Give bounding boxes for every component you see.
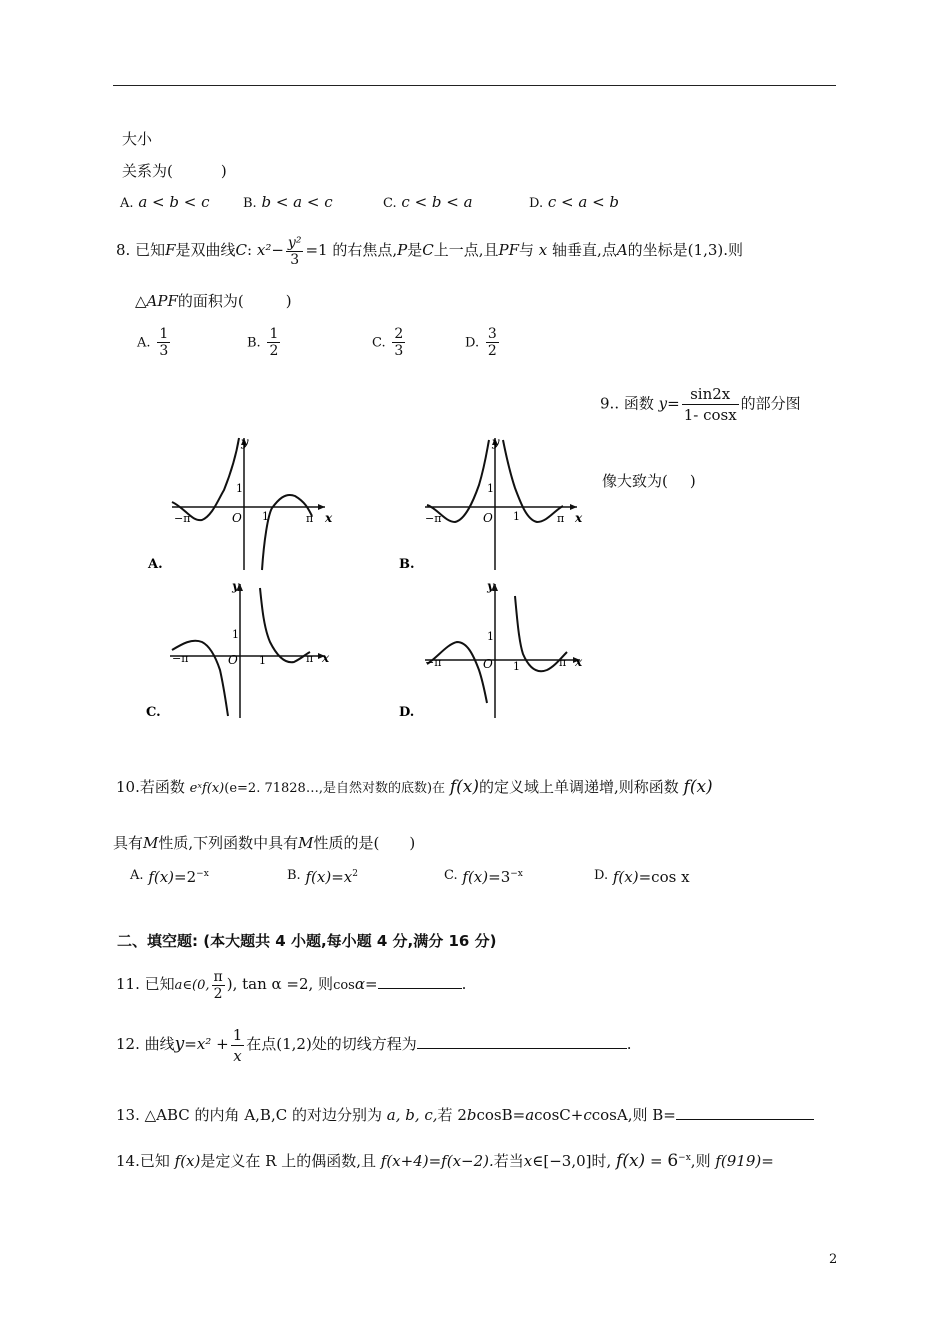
q9-graph-c [140, 578, 340, 723]
q13: 13. △ABC 的内角 A,B,C 的对边分别为 a, b, c,若 2bcosB=acosC+ccosA,则 B= [116, 1104, 814, 1125]
q9-graph-b [395, 430, 595, 575]
graph-a-pi: π [306, 512, 314, 525]
q9-line2: 像大致为( ) [602, 472, 696, 490]
graph-a-one-y: 1 [236, 482, 243, 495]
graph-c-neg-pi: −π [172, 652, 189, 665]
q11: 11. 已知a∈(0, $\frac{\pi}{2}$ ), tan α =2, 则cosα= . [116, 968, 467, 1002]
graph-c-x-label: x [322, 651, 330, 665]
graph-d-pi: π [559, 656, 567, 669]
q8-option-c: C. $\frac{2}{3}$ [372, 326, 404, 359]
q7-line1: 大小 [122, 130, 153, 148]
graph-d-x-label: x [575, 655, 583, 669]
graph-b-y-label: y [492, 435, 499, 449]
q14: 14.已知 f(x)是定义在 R 上的偶函数,且 f(x+4)=f(x−2).若当x∈[−3,0]时, $f(x) = 6^{-x}$,则 f(919)= [116, 1151, 774, 1171]
graph-c-origin: O [228, 653, 238, 667]
graph-a-label: A. [148, 557, 163, 572]
graph-d-one-y: 1 [487, 630, 494, 643]
graph-a-origin: O [232, 511, 242, 525]
graph-b-neg-pi: −π [425, 512, 442, 525]
q12: 12. 曲线y=x² + $\frac{1}{x}$ 在点(1,2)处的切线方程为 . [116, 1025, 632, 1065]
q10-option-a: A. $f(x)=2^{-x}$ [130, 868, 209, 886]
graph-b-one-y: 1 [487, 482, 494, 495]
graph-d-neg-pi: −π [425, 656, 442, 669]
q9-stem: 9.. 函数 y= $\frac{\sin 2x}{1- \cos x}$ 的部分图 [600, 385, 801, 424]
graph-d-one-x: 1 [513, 660, 520, 673]
graph-b-label: B. [399, 557, 415, 572]
graph-c-y-label: y [232, 579, 239, 593]
q7-line2: 关系为( ) [122, 162, 227, 180]
section2-heading: 二、填空题: (本大题共 4 小题,每小题 4 分,满分 16 分) [117, 932, 497, 950]
graph-b-pi: π [557, 512, 565, 525]
q7-option-a: A. a < b < c [120, 193, 210, 211]
graph-c-one-x: 1 [259, 654, 266, 667]
graph-c-label: C. [146, 705, 161, 720]
graph-a-neg-pi: −π [174, 512, 191, 525]
q8-option-d: D. $\frac{3}{2}$ [465, 326, 497, 359]
graph-c-one-y: 1 [232, 628, 239, 641]
q8-option-a: A. $\frac{1}{3}$ [137, 326, 169, 359]
q10-option-c: C. $f(x)=3^{-x}$ [444, 868, 523, 886]
q7-option-d: D. c < a < b [529, 193, 620, 211]
graph-d-label: D. [399, 705, 415, 720]
q9-graph-d [395, 578, 595, 723]
q7-option-b: B. b < a < c [243, 193, 333, 211]
graph-a-y-label: y [241, 435, 248, 449]
graph-a-one-x: 1 [262, 510, 269, 523]
graph-b-x-label: x [575, 511, 583, 525]
page-number: 2 [829, 1252, 838, 1267]
graph-b-one-x: 1 [513, 510, 520, 523]
graph-d-origin: O [483, 657, 493, 671]
graph-a-x-label: x [325, 511, 333, 525]
graph-c-pi: π [306, 652, 314, 665]
q10-option-d: D. f(x)=cos x [594, 868, 690, 886]
header-rule [113, 85, 836, 86]
graph-b-origin: O [483, 511, 493, 525]
q10-line2: 具有M性质,下列函数中具有M性质的是( ) [113, 834, 416, 852]
q8-line2: △APF的面积为( ) [135, 292, 292, 310]
graph-d-y-label: y [487, 579, 494, 593]
q8-option-b: B. $\frac{1}{2}$ [247, 326, 279, 359]
q10-option-b: B. $f(x)=x^2$ [287, 868, 358, 886]
q8-stem: 8. 已知F是双曲线C: x²− $\frac{\text{y²}}{3}$ =1 的右焦点,P是C上一点,且PF与 x 轴垂直,点A的坐标是(1,3).则 [116, 234, 743, 268]
q9-graph-a [140, 430, 340, 575]
q10-stem: 10.若函数 eˣf(x)(e=2. 71828…,是自然对数的底数)在 f(x)的定义域上单调递增,则称函数 f(x) [116, 777, 713, 797]
q7-option-c: C. c < b < a [383, 193, 473, 211]
